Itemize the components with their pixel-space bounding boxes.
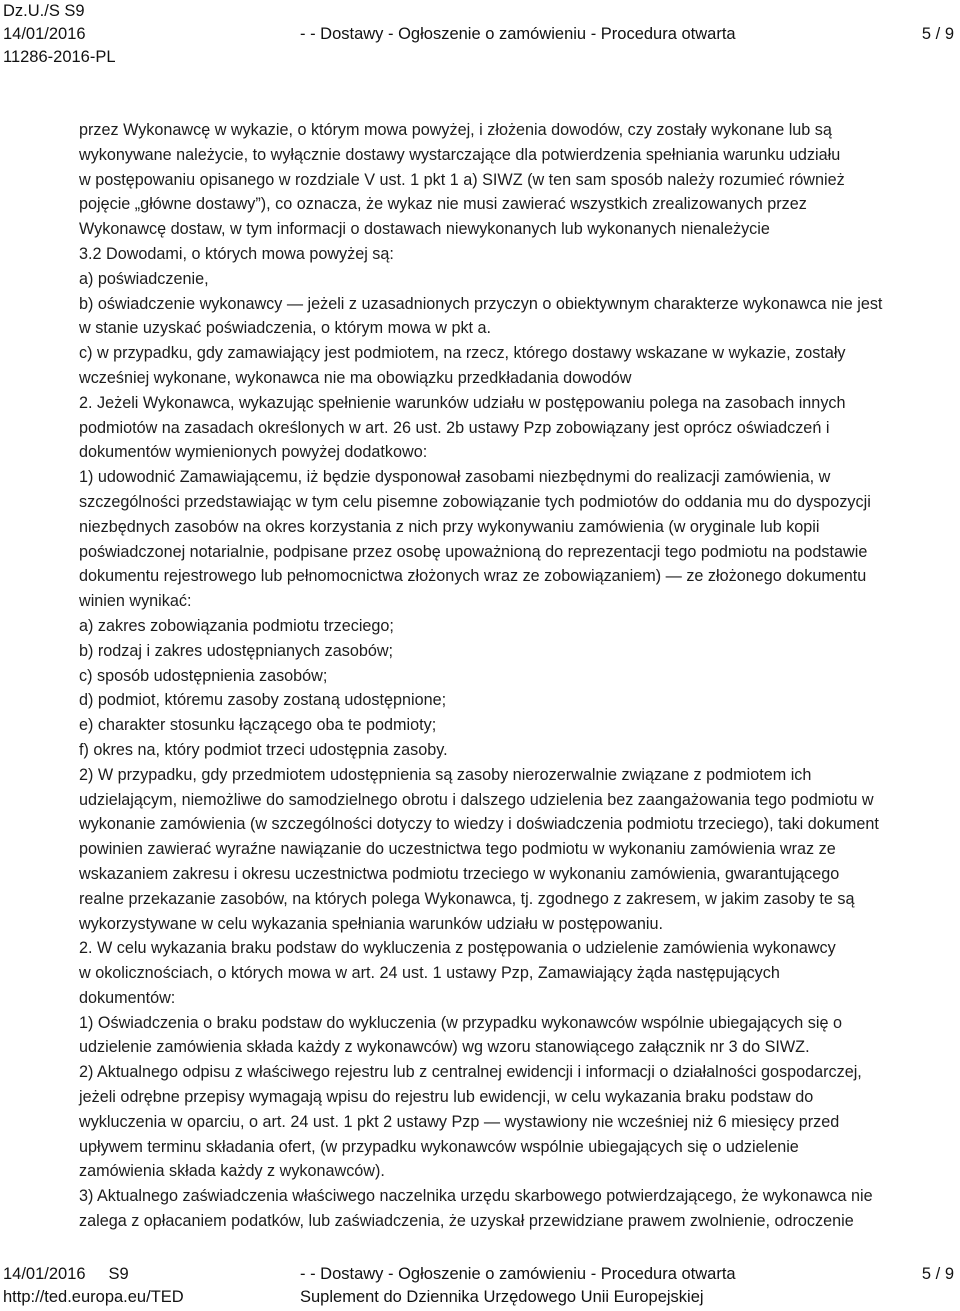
- document-body: [79, 118, 959, 1234]
- text-line: realne przekazanie zasobów, na których polega Wykonawca, tj. zgodnego z zakresem, w jakim zasoby te są: [79, 889, 855, 908]
- text-line: w postępowaniu opisanego w rozdziale V ust. 1 pkt 1 a) SIWZ (w ten sam sposób należy rozumieć również: [79, 170, 845, 189]
- text-line: 2) Aktualnego odpisu z właściwego rejestru lub z centralnej ewidencji i informacji o działalności gospodarczej,: [79, 1063, 862, 1082]
- text-line: 1) Oświadczenia o braku podstaw do wykluczenia (w przypadku wykonawców wspólnie ubiegających się o: [79, 1013, 842, 1032]
- text-line: c) w przypadku, gdy zamawiający jest podmiotem, na rzecz, którego dostawy wskazane w wykazie, zostały: [79, 344, 846, 363]
- text-line: 2. Jeżeli Wykonawca, wykazując spełnienie warunków udziału w postępowaniu polega na zasobach innych: [79, 393, 846, 412]
- text-line: w stanie uzyskać poświadczenia, o którym mowa w pkt a.: [79, 319, 492, 338]
- text-line: 2) W przypadku, gdy przedmiotem udostępnienia są zasoby nierozerwalnie związane z podmiotem ich: [79, 765, 812, 784]
- text-line: dokumentów wymienionych powyżej dodatkowo:: [79, 443, 428, 462]
- text-line: przez Wykonawcę w wykazie, o którym mowa powyżej, i złożenia dowodów, czy zostały wykonane lub są: [79, 121, 832, 139]
- journal-reference: Dz.U./S S9: [3, 2, 85, 20]
- ted-link[interactable]: http://ted.europa.eu/TED: [3, 1288, 184, 1306]
- text-line: wykorzystywane w celu wykazania spełniania warunków udziału w postępowaniu.: [79, 914, 663, 933]
- text-line: w okolicznościach, o których mowa w art. 24 ust. 1 ustawy Pzp, Zamawiający żąda następujących: [79, 964, 780, 983]
- text-line: zamówienia składa każdy z wykonawców).: [79, 1162, 385, 1181]
- text-line: b) oświadczenie wykonawcy — jeżeli z uzasadnionych przyczyn o obiektywnym charakterze wykonawca nie jest: [79, 294, 883, 313]
- footer-notice-title: - - Dostawy - Ogłoszenie o zamówieniu - Procedura otwarta: [300, 1265, 736, 1283]
- text-line: powinien zawierać wyraźne nawiązanie do uczestnictwa tego podmiotu w wykonaniu zamówienia wraz ze: [79, 840, 836, 859]
- text-line: 1) udowodnić Zamawiającemu, iż będzie dysponował zasobami niezbędnymi do realizacji zamówienia, w: [79, 468, 831, 487]
- text-line: f) okres na, który podmiot trzeci udostępnia zasoby.: [79, 740, 448, 759]
- text-line: wykluczenia w oparciu, o art. 24 ust. 1 pkt 2 ustawy Pzp — wystawiony nie wcześniej niż 6 miesięcy przed: [79, 1112, 840, 1131]
- publication-date: 14/01/2016: [3, 25, 86, 43]
- text-line: zalega z opłacaniem podatków, lub zaświadczenia, że uzyskał przewidziane prawem zwolnienie, odroczenie: [79, 1212, 854, 1231]
- text-line: udzielającym, niemożliwe do samodzielnego obrotu i dalszego udzielenia bez zaangażowania tego podmiotu w: [79, 790, 874, 809]
- text-line: jeżeli odrębne przepisy wymagają wpisu do rejestru lub ewidencji, w celu wykazania braku podstaw do: [79, 1088, 814, 1107]
- footer-page-number: 5 / 9: [921, 1265, 954, 1283]
- text-line: wcześniej wykonane, wykonawca nie ma obowiązku przedkładania dowodów: [79, 368, 632, 387]
- text-line: szczególności przedstawiając w tym celu pisemne zobowiązanie tych podmiotów do oddania mu do dyspozycji: [79, 492, 871, 511]
- text-line: wykonanie zamówienia (w szczególności dotyczy to wiedzy i doświadczenia podmiotu trzeciego), taki dokument: [79, 815, 879, 834]
- text-line: a) zakres zobowiązania podmiotu trzeciego;: [79, 616, 394, 635]
- text-line: c) sposób udostępnienia zasobów;: [79, 666, 328, 685]
- page-header: [0, 0, 960, 69]
- page-number: 5 / 9: [921, 25, 954, 43]
- text-line: 3.2 Dowodami, o których mowa powyżej są:: [79, 244, 394, 263]
- text-line: Wykonawcę dostaw, w tym informacji o dostawach niewykonanych lub wykonanych nienależycie: [79, 220, 770, 239]
- text-line: wskazaniem zakresu i okresu uczestnictwa podmiotu trzeciego w wykonaniu zamówienia, gwarantującego: [79, 864, 840, 883]
- text-line: 3) Aktualnego zaświadczenia właściwego naczelnika urzędu skarbowego potwierdzającego, że wykonawca nie: [79, 1187, 873, 1206]
- text-line: dokumentów:: [79, 988, 176, 1007]
- text-line: udzielenie zamówienia składa każdy z wykonawców) wg wzoru stanowiącego załącznik nr 3 do SIWZ.: [79, 1038, 810, 1057]
- text-line: pojęcie „główne dostawy”), co oznacza, że wykaz nie musi zawierać wszystkich zrealizowanych przez: [79, 195, 807, 214]
- text-line: 2. W celu wykazania braku podstaw do wykluczenia z postępowania o udzielenie zamówienia wykonawcy: [79, 939, 836, 958]
- text-line: a) poświadczenie,: [79, 269, 209, 288]
- text-line: dokumentu rejestrowego lub pełnomocnictwa złożonych wraz ze zobowiązaniem) — ze złożonego dokumentu: [79, 567, 867, 586]
- supplement-title: Suplement do Dziennika Urzędowego Unii Europejskiej: [300, 1288, 704, 1306]
- document-id: 11286-2016-PL: [3, 48, 116, 66]
- footer-date-series: 14/01/2016 S9: [3, 1265, 129, 1283]
- text-line: wykonywane należycie, to wyłącznie dostawy wystarczające dla potwierdzenia spełniania warunku udziału: [79, 145, 841, 164]
- text-line: winien wynikać:: [79, 592, 192, 611]
- text-line: e) charakter stosunku łączącego oba te podmioty;: [79, 716, 437, 735]
- notice-title: - - Dostawy - Ogłoszenie o zamówieniu - Procedura otwarta: [300, 25, 736, 43]
- text-line: upływem terminu składania ofert, (w przypadku wykonawców wspólnie ubiegających się o udzielenie: [79, 1137, 799, 1156]
- text-line: b) rodzaj i zakres udostępnianych zasobów;: [79, 641, 394, 660]
- text-line: niezbędnych zasobów na okres korzystania z nich przy wykonywaniu zamówienia (w oryginale lub kopii: [79, 517, 820, 536]
- text-line: poświadczonej notarialnie, podpisane przez osobę upoważnioną do reprezentacji tego podmiotu na podstawie: [79, 542, 868, 561]
- text-line: podmiotów na zasadach określonych w art. 26 ust. 2b ustawy Pzp zobowiązany jest oprócz oświadczeń i: [79, 418, 830, 437]
- text-line: d) podmiot, któremu zasoby zostaną udostępnione;: [79, 691, 447, 710]
- page-footer: [0, 1263, 960, 1309]
